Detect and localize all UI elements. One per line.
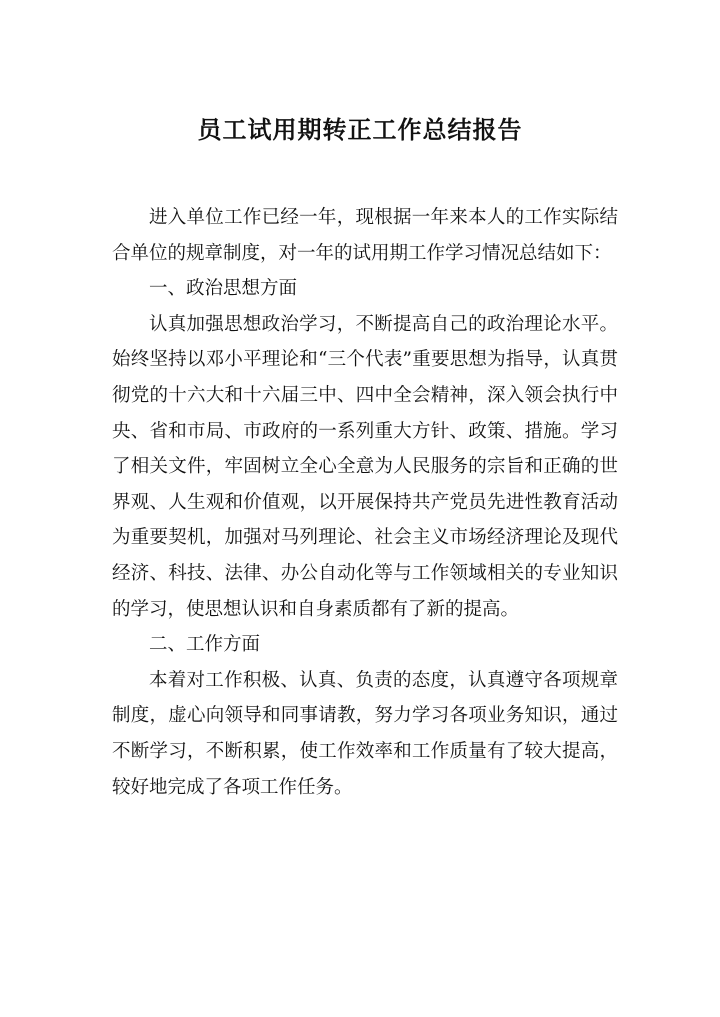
document-title: 员工试用期转正工作总结报告 — [197, 116, 523, 144]
document-body — [112, 200, 618, 805]
section-heading-political: 一、政治思想方面 — [149, 278, 298, 300]
work-paragraph: 本着对工作积极、认真、负责的态度，认真遵守各项规章制度，虚心向领导和同事请教，努力学习各项业务知识，通过不断学习，不断积累，使工作效率和工作质量有了较大提高，较好地完成了各项工作任务。 — [112, 669, 618, 798]
section-heading-work: 二、工作方面 — [149, 634, 261, 656]
political-paragraph: 认真加强思想政治学习，不断提高自己的政治理论水平。始终坚持以邓小平理论和“三个代表”重要思想为指导，认真贯彻党的十六大和十六届三中、四中全会精神，深入领会执行中央、省和市局、市政府的一系列重大方针、政策、措施。学习了相关文件，牢固树立全心全意为人民服务的宗旨和正确的世界观、人生观和价值观，以开展保持共产党员先进性教育活动为重要契机，加强对马列理论、社会主义市场经济理论及现代经济、科技、法律、办公自动化等与工作领域相关的专业知识的学习，使思想认识和自身素质都有了新的提高。 — [112, 313, 618, 620]
intro-paragraph: 进入单位工作已经一年，现根据一年来本人的工作实际结合单位的规章制度，对一年的试用期工作学习情况总结如下： — [112, 207, 618, 264]
